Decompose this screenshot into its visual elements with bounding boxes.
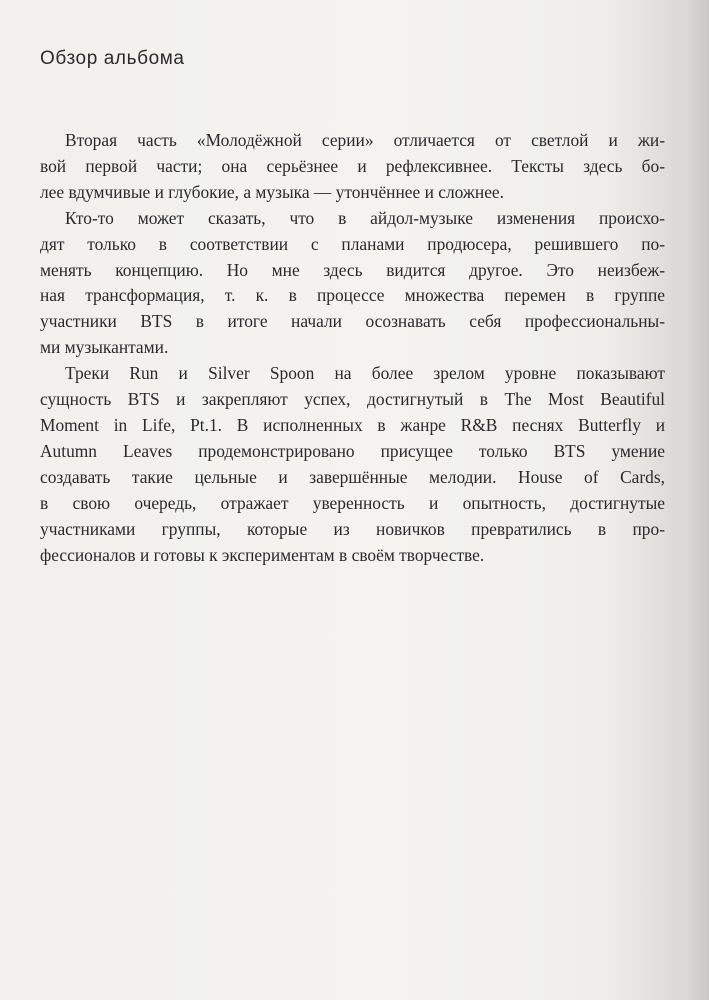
paragraph-1 (40, 128, 665, 206)
paragraph-2 (40, 206, 665, 361)
text-line: Moment in Life, Pt.1. В исполненных в жанре R&B песнях Butterfly и (40, 414, 665, 435)
text-line: вой первой части; она серьёзнее и рефлексивнее. Тексты здесь бо- (40, 155, 665, 176)
text-line: менять концепцию. Но мне здесь видится другое. Это неизбеж- (40, 259, 665, 280)
text-line: создавать такие цельные и завершённые мелодии. House of Cards, (40, 466, 665, 487)
text-line: ми музыкантами. (40, 337, 169, 358)
body-text (40, 128, 665, 568)
text-line: Autumn Leaves продемонстрировано присущее только BTS умение (40, 440, 665, 461)
text-line: Вторая часть «Молодёжной серии» отличается от светлой и жи- (65, 130, 665, 150)
text-line: Треки Run и Silver Spoon на более зрелом уровне показывают (65, 363, 665, 384)
section-title: Обзор альбома (40, 48, 185, 69)
text-line: Кто-то может сказать, что в айдол-музыке изменения происхо- (65, 207, 665, 228)
text-line: фессионалов и готовы к экспериментам в своём творчестве. (40, 544, 485, 565)
text-line: в свою очередь, отражает уверенность и опытность, достигнутые (40, 492, 665, 513)
text-line: сущность BTS и закрепляют успех, достигнутый в The Most Beautiful (40, 389, 665, 410)
text-line: участники BTS в итоге начали осознавать себя профессиональны- (40, 311, 665, 332)
text-line: лее вдумчивые и глубокие, а музыка — утончённее и сложнее. (40, 181, 505, 202)
paragraph-3 (40, 361, 665, 568)
text-line: дят только в соответствии с планами продюсера, решившего по- (40, 233, 665, 254)
text-line: участниками группы, которые из новичков превратились в про- (40, 518, 665, 539)
text-line: ная трансформация, т. к. в процессе множества перемен в группе (40, 285, 665, 306)
